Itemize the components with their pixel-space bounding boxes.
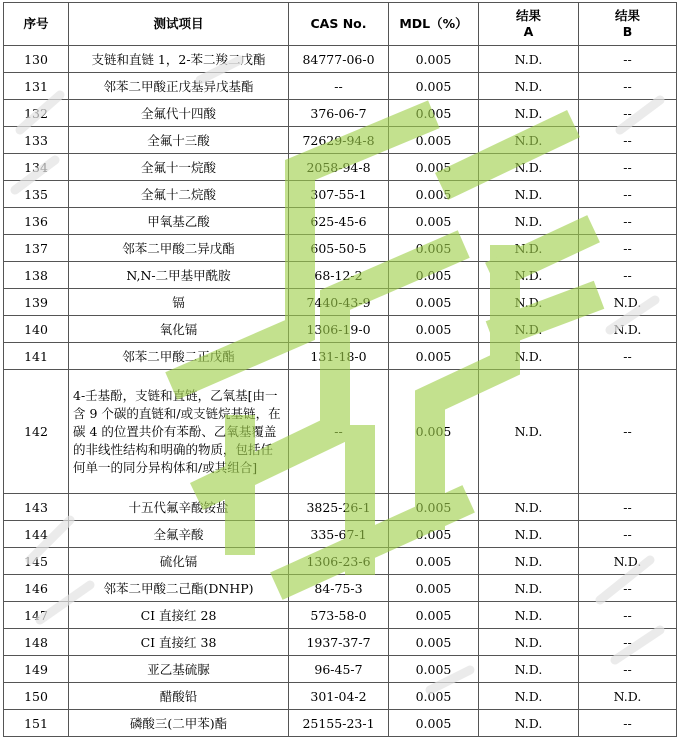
row-mdl: 0.005: [389, 710, 479, 737]
row-test-item: 醋酸铅: [69, 683, 289, 710]
row-result-b: --: [579, 343, 677, 370]
row-seq: 132: [4, 100, 69, 127]
row-test-item: 全氟十二烷酸: [69, 181, 289, 208]
header-result-b-letter: B: [622, 24, 633, 39]
row-result-a: N.D.: [479, 494, 579, 521]
row-seq: 140: [4, 316, 69, 343]
row-mdl: 0.005: [389, 521, 479, 548]
row-seq: 146: [4, 575, 69, 602]
row-seq: 138: [4, 262, 69, 289]
row-cas-no: 335-67-1: [289, 521, 389, 548]
row-cas-no: 84777-06-0: [289, 46, 389, 73]
row-test-item: 镉: [69, 289, 289, 316]
row-result-a: N.D.: [479, 235, 579, 262]
row-result-b: N.D.: [579, 316, 677, 343]
row-cas-no: 7440-43-9: [289, 289, 389, 316]
row-result-a: N.D.: [479, 100, 579, 127]
row-mdl: 0.005: [389, 127, 479, 154]
row-result-a: N.D.: [479, 181, 579, 208]
row-result-b: --: [579, 73, 677, 100]
row-test-item: 亚乙基硫脲: [69, 656, 289, 683]
table-row: [4, 656, 677, 683]
table-row: [4, 494, 677, 521]
row-cas-no: 301-04-2: [289, 683, 389, 710]
header-result-a: [479, 3, 579, 46]
row-result-a: N.D.: [479, 316, 579, 343]
row-result-b: --: [579, 602, 677, 629]
table-row: [4, 316, 677, 343]
row-mdl: 0.005: [389, 548, 479, 575]
row-mdl: 0.005: [389, 629, 479, 656]
row-mdl: 0.005: [389, 343, 479, 370]
row-result-b: --: [579, 235, 677, 262]
row-test-item: 全氟十一烷酸: [69, 154, 289, 181]
row-result-a: N.D.: [479, 127, 579, 154]
row-cas-no: 1306-19-0: [289, 316, 389, 343]
row-mdl: 0.005: [389, 602, 479, 629]
table-row: [4, 73, 677, 100]
row-test-item: 邻苯二甲酸二正戊酯: [69, 343, 289, 370]
row-result-b: --: [579, 629, 677, 656]
table-row: [4, 548, 677, 575]
row-result-b: --: [579, 710, 677, 737]
row-result-a: N.D.: [479, 343, 579, 370]
header-result-a-letter: A: [523, 24, 534, 39]
row-result-a: N.D.: [479, 602, 579, 629]
row-cas-no: --: [289, 73, 389, 100]
row-mdl: 0.005: [389, 494, 479, 521]
row-mdl: 0.005: [389, 46, 479, 73]
row-result-a: N.D.: [479, 629, 579, 656]
table-row: [4, 521, 677, 548]
row-cas-no: 307-55-1: [289, 181, 389, 208]
table-row: [4, 208, 677, 235]
row-result-b: --: [579, 575, 677, 602]
row-result-a: N.D.: [479, 46, 579, 73]
row-mdl: 0.005: [389, 181, 479, 208]
header-result-a-label: 结果: [515, 8, 541, 23]
row-test-item: CI 直接红 28: [69, 602, 289, 629]
row-mdl: 0.005: [389, 289, 479, 316]
row-test-item: 十五代氟辛酸铵盐: [69, 494, 289, 521]
row-test-item: 氧化镉: [69, 316, 289, 343]
row-cas-no: 1937-37-7: [289, 629, 389, 656]
row-seq: 136: [4, 208, 69, 235]
row-mdl: 0.005: [389, 316, 479, 343]
row-test-item: 全氟辛酸: [69, 521, 289, 548]
row-cas-no: 2058-94-8: [289, 154, 389, 181]
row-seq: 143: [4, 494, 69, 521]
row-mdl: 0.005: [389, 73, 479, 100]
row-seq: 145: [4, 548, 69, 575]
row-seq: 141: [4, 343, 69, 370]
table-row: [4, 370, 677, 494]
table-row: [4, 710, 677, 737]
row-result-a: N.D.: [479, 548, 579, 575]
row-mdl: 0.005: [389, 683, 479, 710]
row-seq: 151: [4, 710, 69, 737]
header-result-b-label: 结果: [614, 8, 640, 23]
row-result-b: --: [579, 46, 677, 73]
row-result-a: N.D.: [479, 575, 579, 602]
row-result-b: --: [579, 127, 677, 154]
table-row: [4, 629, 677, 656]
row-seq: 134: [4, 154, 69, 181]
table-row: [4, 262, 677, 289]
row-result-b: N.D.: [579, 548, 677, 575]
row-seq: 150: [4, 683, 69, 710]
table-row: [4, 100, 677, 127]
row-test-item: 全氟十三酸: [69, 127, 289, 154]
row-seq: 135: [4, 181, 69, 208]
row-mdl: 0.005: [389, 235, 479, 262]
row-seq: 148: [4, 629, 69, 656]
row-mdl: 0.005: [389, 370, 479, 494]
row-result-a: N.D.: [479, 370, 579, 494]
row-seq: 133: [4, 127, 69, 154]
row-seq: 149: [4, 656, 69, 683]
table-row: [4, 343, 677, 370]
table-row: [4, 235, 677, 262]
row-test-item: 全氟代十四酸: [69, 100, 289, 127]
row-test-item: 甲氧基乙酸: [69, 208, 289, 235]
table-row: [4, 46, 677, 73]
row-seq: 139: [4, 289, 69, 316]
row-result-a: N.D.: [479, 683, 579, 710]
table-header-row: [4, 3, 677, 46]
row-cas-no: 625-45-6: [289, 208, 389, 235]
header-result-b: [579, 3, 677, 46]
row-test-item: 硫化镉: [69, 548, 289, 575]
row-result-a: N.D.: [479, 710, 579, 737]
table-row: [4, 602, 677, 629]
table-row: [4, 575, 677, 602]
row-test-item: 邻苯二甲酸二异戊酯: [69, 235, 289, 262]
row-seq: 147: [4, 602, 69, 629]
row-cas-no: 376-06-7: [289, 100, 389, 127]
row-mdl: 0.005: [389, 262, 479, 289]
row-seq: 137: [4, 235, 69, 262]
row-result-b: --: [579, 494, 677, 521]
row-seq: 142: [4, 370, 69, 494]
row-result-a: N.D.: [479, 262, 579, 289]
row-cas-no: 573-58-0: [289, 602, 389, 629]
table-row: [4, 181, 677, 208]
header-seq: 序号: [4, 3, 69, 46]
row-result-a: N.D.: [479, 289, 579, 316]
row-cas-no: 68-12-2: [289, 262, 389, 289]
row-result-a: N.D.: [479, 656, 579, 683]
row-test-item: N,N-二甲基甲酰胺: [69, 262, 289, 289]
table-body: [4, 46, 677, 737]
row-result-b: --: [579, 262, 677, 289]
row-mdl: 0.005: [389, 208, 479, 235]
row-test-item: 邻苯二甲酸正戊基异戊基酯: [69, 73, 289, 100]
row-cas-no: 25155-23-1: [289, 710, 389, 737]
header-test-item: 测试项目: [69, 3, 289, 46]
row-cas-no: 84-75-3: [289, 575, 389, 602]
row-cas-no: 605-50-5: [289, 235, 389, 262]
row-cas-no: 3825-26-1: [289, 494, 389, 521]
row-result-a: N.D.: [479, 73, 579, 100]
table-row: [4, 154, 677, 181]
row-result-b: N.D.: [579, 683, 677, 710]
row-mdl: 0.005: [389, 656, 479, 683]
header-mdl: MDL（%）: [389, 3, 479, 46]
row-seq: 130: [4, 46, 69, 73]
row-result-a: N.D.: [479, 208, 579, 235]
row-result-b: N.D.: [579, 289, 677, 316]
table-row: [4, 127, 677, 154]
row-result-b: --: [579, 100, 677, 127]
row-result-b: --: [579, 181, 677, 208]
row-result-b: --: [579, 656, 677, 683]
row-test-item: 磷酸三(二甲苯)酯: [69, 710, 289, 737]
table-row: [4, 683, 677, 710]
row-cas-no: 72629-94-8: [289, 127, 389, 154]
row-result-a: N.D.: [479, 154, 579, 181]
row-cas-no: 96-45-7: [289, 656, 389, 683]
row-mdl: 0.005: [389, 154, 479, 181]
row-result-b: --: [579, 521, 677, 548]
row-test-item: 邻苯二甲酸二己酯(DNHP): [69, 575, 289, 602]
row-result-b: --: [579, 154, 677, 181]
row-result-b: --: [579, 208, 677, 235]
row-mdl: 0.005: [389, 100, 479, 127]
row-cas-no: 1306-23-6: [289, 548, 389, 575]
row-seq: 144: [4, 521, 69, 548]
row-result-b: --: [579, 370, 677, 494]
row-test-item: 4-壬基酚，支链和直链，乙氧基[由一含 9 个碳的直链和/或支链烷基链，在碳 4 的位置共价有苯酚、乙氧基覆盖的非线性结构和明确的物质，包括任何单一的同分异构体和/或其组合]: [69, 370, 289, 494]
row-seq: 131: [4, 73, 69, 100]
row-mdl: 0.005: [389, 575, 479, 602]
table-row: [4, 289, 677, 316]
row-result-a: N.D.: [479, 521, 579, 548]
test-results-table: [3, 2, 677, 737]
header-cas-no: CAS No.: [289, 3, 389, 46]
row-cas-no: --: [289, 370, 389, 494]
row-test-item: CI 直接红 38: [69, 629, 289, 656]
row-cas-no: 131-18-0: [289, 343, 389, 370]
row-test-item: 支链和直链 1，2-苯二羧二戊酯: [69, 46, 289, 73]
